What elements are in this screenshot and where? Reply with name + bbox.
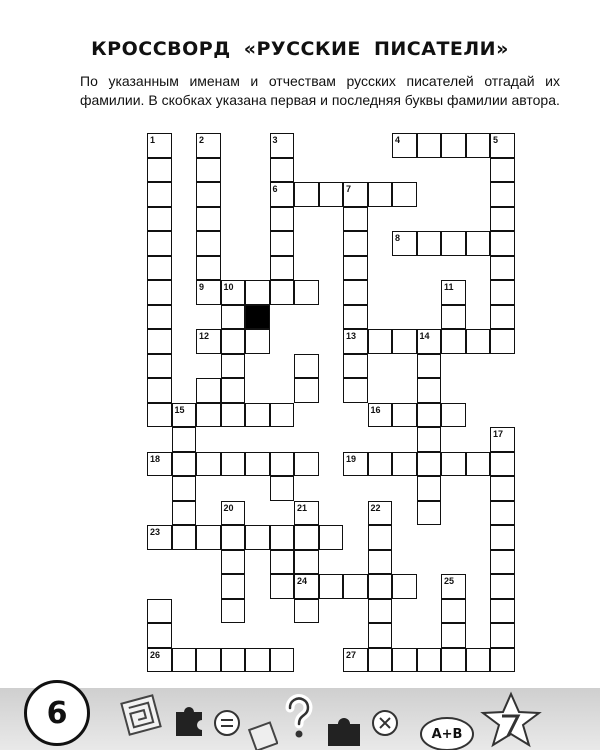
- crossword-cell[interactable]: [221, 648, 246, 673]
- crossword-cell[interactable]: [441, 623, 466, 648]
- crossword-cell[interactable]: [294, 354, 319, 379]
- clue-number: 11: [444, 282, 454, 292]
- formula-text: A+B: [431, 727, 463, 742]
- crossword-cell[interactable]: [147, 378, 172, 403]
- crossword-cell[interactable]: [147, 403, 172, 428]
- crossword-cell[interactable]: [147, 452, 172, 477]
- clue-number: 25: [444, 576, 455, 586]
- crossword-cell[interactable]: [343, 280, 368, 305]
- crossword-cell[interactable]: [196, 182, 221, 207]
- crossword-cell[interactable]: [196, 648, 221, 673]
- crossword-cell[interactable]: [441, 648, 466, 673]
- crossword-cell[interactable]: [368, 648, 393, 673]
- crossword-cell[interactable]: [441, 599, 466, 624]
- crossword-cell[interactable]: [294, 525, 319, 550]
- clue-number: 17: [493, 429, 504, 439]
- crossword-cell[interactable]: [490, 525, 515, 550]
- crossword-cell[interactable]: [196, 256, 221, 281]
- crossword-cell[interactable]: [221, 501, 246, 526]
- crossword-cell[interactable]: [294, 550, 319, 575]
- crossword-cell[interactable]: [196, 133, 221, 158]
- crossword-cell[interactable]: [368, 182, 393, 207]
- crossword-cell[interactable]: [417, 476, 442, 501]
- crossword-cell[interactable]: [270, 280, 295, 305]
- crossword-cell[interactable]: [392, 574, 417, 599]
- crossword-cell[interactable]: [417, 403, 442, 428]
- clue-number: 15: [174, 404, 185, 415]
- crossword-cell[interactable]: [172, 427, 197, 452]
- crossword-cell[interactable]: [417, 354, 442, 379]
- crossword-cell[interactable]: [441, 133, 466, 158]
- crossword-cell[interactable]: [466, 133, 491, 158]
- crossword-cell[interactable]: [343, 378, 368, 403]
- crossword-cell[interactable]: [294, 501, 319, 526]
- clue-number: 2: [199, 135, 205, 145]
- crossword-cell[interactable]: [343, 305, 368, 330]
- crossword-cell[interactable]: [221, 452, 246, 477]
- crossword-cell[interactable]: [466, 231, 491, 256]
- crossword-cell[interactable]: [221, 305, 246, 330]
- crossword-cell[interactable]: [270, 574, 295, 599]
- crossword-cell[interactable]: [392, 329, 417, 354]
- crossword-cell[interactable]: [294, 182, 319, 207]
- crossword-cell[interactable]: [221, 599, 246, 624]
- crossword-cell[interactable]: [245, 403, 270, 428]
- crossword-cell[interactable]: [196, 378, 221, 403]
- crossword-cell[interactable]: [221, 280, 246, 305]
- equals-circle-icon: [212, 708, 242, 738]
- crossword-cell[interactable]: [343, 574, 368, 599]
- puzzle-piece-icon-2: [324, 710, 368, 750]
- clue-number: 6: [272, 184, 278, 194]
- crossword-cell[interactable]: [441, 280, 466, 305]
- crossword-cell[interactable]: [490, 501, 515, 526]
- crossword-cell[interactable]: [196, 403, 221, 428]
- crossword-cell[interactable]: [245, 280, 270, 305]
- crossword-cell[interactable]: [343, 648, 368, 673]
- crossword-cell[interactable]: [147, 648, 172, 673]
- crossword-cell[interactable]: [270, 158, 295, 183]
- crossword-cell[interactable]: [270, 182, 295, 207]
- clue-number: 27: [346, 649, 357, 660]
- crossword-cell[interactable]: [343, 354, 368, 379]
- clue-number: 18: [150, 453, 161, 464]
- crossword-cell[interactable]: [441, 452, 466, 477]
- crossword-cell[interactable]: [196, 452, 221, 477]
- crossword-cell[interactable]: [221, 378, 246, 403]
- crossword-cell[interactable]: [196, 329, 221, 354]
- crossword-cell[interactable]: [490, 207, 515, 232]
- crossword-cell[interactable]: [147, 207, 172, 232]
- crossword-cell[interactable]: [147, 599, 172, 624]
- crossword-cell[interactable]: [368, 403, 393, 428]
- crossword-cell[interactable]: [147, 525, 172, 550]
- crossword-cell[interactable]: [490, 158, 515, 183]
- crossword-cell[interactable]: [392, 648, 417, 673]
- crossword-cell[interactable]: [270, 525, 295, 550]
- crossword-cell[interactable]: [319, 182, 344, 207]
- crossword-cell[interactable]: [245, 329, 270, 354]
- crossword-cell[interactable]: [441, 403, 466, 428]
- crossword-cell[interactable]: [270, 231, 295, 256]
- clue-number: 20: [223, 502, 234, 513]
- crossword-cell[interactable]: [417, 427, 442, 452]
- crossword-cell[interactable]: [417, 378, 442, 403]
- crossword-cell[interactable]: [270, 648, 295, 673]
- crossword-cell[interactable]: [417, 452, 442, 477]
- instructions-text: По указанным именам и отчествам русских писателей отгадай их фамилии. В скобках указана первая и последняя буквы фамилии автора.: [80, 73, 560, 108]
- crossword-cell[interactable]: [441, 305, 466, 330]
- crossword-cell[interactable]: [466, 329, 491, 354]
- crossword-cell[interactable]: [417, 648, 442, 673]
- clue-number: 19: [346, 453, 357, 464]
- crossword-cell[interactable]: [392, 182, 417, 207]
- crossword-cell[interactable]: [343, 452, 368, 477]
- crossword-cell[interactable]: [490, 182, 515, 207]
- crossword-cell[interactable]: [490, 329, 515, 354]
- crossword-cell[interactable]: [368, 599, 393, 624]
- crossword-cell[interactable]: [466, 452, 491, 477]
- crossword-cell[interactable]: [147, 623, 172, 648]
- crossword-cell[interactable]: [221, 525, 246, 550]
- clue-number: 13: [346, 331, 357, 341]
- crossword-cell[interactable]: [368, 329, 393, 354]
- crossword-cell[interactable]: [417, 501, 442, 526]
- crossword-cell[interactable]: [490, 599, 515, 624]
- crossword-cell[interactable]: [392, 403, 417, 428]
- crossword-cell[interactable]: [417, 231, 442, 256]
- crossword-cell[interactable]: [368, 550, 393, 575]
- crossword-cell[interactable]: [147, 329, 172, 354]
- clue-number: 26: [150, 649, 161, 660]
- crossword-cell[interactable]: [221, 329, 246, 354]
- crossword-cell[interactable]: [196, 525, 221, 550]
- crossword-cell[interactable]: [441, 329, 466, 354]
- page-number: 6: [24, 680, 90, 746]
- crossword-cell[interactable]: [490, 305, 515, 330]
- crossword-cell[interactable]: [172, 501, 197, 526]
- crossword-cell[interactable]: [392, 133, 417, 158]
- crossword-cell[interactable]: [490, 648, 515, 673]
- crossword-cell[interactable]: [147, 256, 172, 281]
- crossword-cell[interactable]: [441, 231, 466, 256]
- crossword-cell[interactable]: [245, 452, 270, 477]
- clue-number: 14: [419, 331, 430, 341]
- crossword-cell[interactable]: [294, 452, 319, 477]
- crossword-cell[interactable]: [490, 280, 515, 305]
- clue-number: 8: [395, 233, 401, 243]
- crossword-cell[interactable]: [319, 525, 344, 550]
- crossword-cell[interactable]: [343, 329, 368, 354]
- crossword-cell[interactable]: [343, 231, 368, 256]
- crossword-cell[interactable]: [196, 280, 221, 305]
- clue-number: 22: [370, 502, 381, 513]
- crossword-cell[interactable]: [441, 574, 466, 599]
- crossword-cell[interactable]: [270, 403, 295, 428]
- crossword-cell[interactable]: [221, 574, 246, 599]
- clue-number: 3: [272, 135, 278, 145]
- crossword-cell[interactable]: [270, 256, 295, 281]
- crossword-cell[interactable]: [294, 378, 319, 403]
- crossword-cell[interactable]: [343, 207, 368, 232]
- clue-number: 5: [493, 135, 499, 145]
- crossword-cell[interactable]: [490, 550, 515, 575]
- crossword-cell[interactable]: [147, 354, 172, 379]
- crossword-cell[interactable]: [147, 182, 172, 207]
- crossword-cell[interactable]: [368, 574, 393, 599]
- crossword-cell[interactable]: [147, 280, 172, 305]
- crossword-cell[interactable]: [172, 476, 197, 501]
- crossword-cell[interactable]: [490, 623, 515, 648]
- crossword-cell[interactable]: [147, 158, 172, 183]
- crossword-cell[interactable]: [368, 501, 393, 526]
- crossword-cell[interactable]: [319, 574, 344, 599]
- crossword-cell[interactable]: [392, 452, 417, 477]
- multiply-circle-icon: [370, 708, 400, 738]
- clue-number: 4: [395, 135, 401, 145]
- crossword-cell[interactable]: [172, 648, 197, 673]
- crossword-cell[interactable]: [294, 599, 319, 624]
- crossword-cell[interactable]: [294, 574, 319, 599]
- crossword-cell[interactable]: [245, 525, 270, 550]
- crossword-cell[interactable]: [490, 574, 515, 599]
- crossword-cell[interactable]: [221, 354, 246, 379]
- clue-number: 10: [223, 282, 234, 292]
- crossword-cell[interactable]: [490, 452, 515, 477]
- square-outline-icon: [246, 720, 278, 750]
- question-mark-icon: [282, 694, 316, 742]
- clue-number: 21: [297, 502, 308, 513]
- crossword-cell[interactable]: [417, 133, 442, 158]
- crossword-cell[interactable]: [147, 231, 172, 256]
- black-cell: [245, 305, 270, 330]
- page-title: КРОССВОРД «РУССКИЕ ПИСАТЕЛИ»: [91, 38, 509, 60]
- crossword-cell[interactable]: [392, 231, 417, 256]
- crossword-cell[interactable]: [490, 231, 515, 256]
- crossword-cell[interactable]: [368, 452, 393, 477]
- crossword-cell[interactable]: [221, 403, 246, 428]
- crossword-cell[interactable]: [172, 452, 197, 477]
- clue-number: 24: [297, 576, 308, 586]
- crossword-cell[interactable]: [417, 329, 442, 354]
- puzzle-piece-icon: [170, 698, 210, 738]
- clue-number: 12: [199, 331, 210, 341]
- crossword-cell[interactable]: [221, 550, 246, 575]
- crossword-cell[interactable]: [294, 280, 319, 305]
- crossword-cell[interactable]: [466, 648, 491, 673]
- crossword-cell[interactable]: [147, 133, 172, 158]
- clue-number: 9: [199, 282, 205, 292]
- star-seven-icon: [478, 690, 544, 750]
- crossword-cell[interactable]: [490, 133, 515, 158]
- crossword-cell[interactable]: [196, 231, 221, 256]
- crossword-cell[interactable]: [490, 476, 515, 501]
- crossword-cell[interactable]: [270, 550, 295, 575]
- crossword-cell[interactable]: [490, 256, 515, 281]
- crossword-cell[interactable]: [147, 305, 172, 330]
- crossword-cell[interactable]: [245, 648, 270, 673]
- crossword-cell[interactable]: [343, 256, 368, 281]
- crossword-cell[interactable]: [368, 623, 393, 648]
- maze-icon: [120, 694, 162, 736]
- clue-number: 16: [370, 404, 381, 415]
- clue-number: 7: [346, 184, 352, 194]
- crossword-cell[interactable]: [270, 207, 295, 232]
- crossword-cell[interactable]: [196, 207, 221, 232]
- crossword-cell[interactable]: [368, 525, 393, 550]
- crossword-cell[interactable]: [490, 427, 515, 452]
- clue-number: 1: [150, 135, 156, 145]
- crossword-cell[interactable]: [270, 452, 295, 477]
- crossword-cell[interactable]: [343, 182, 368, 207]
- clue-number: 23: [150, 527, 161, 537]
- crossword-cell[interactable]: [172, 525, 197, 550]
- crossword-cell[interactable]: [196, 158, 221, 183]
- crossword-cell[interactable]: [270, 476, 295, 501]
- crossword-cell[interactable]: [270, 133, 295, 158]
- crossword-cell[interactable]: [172, 403, 197, 428]
